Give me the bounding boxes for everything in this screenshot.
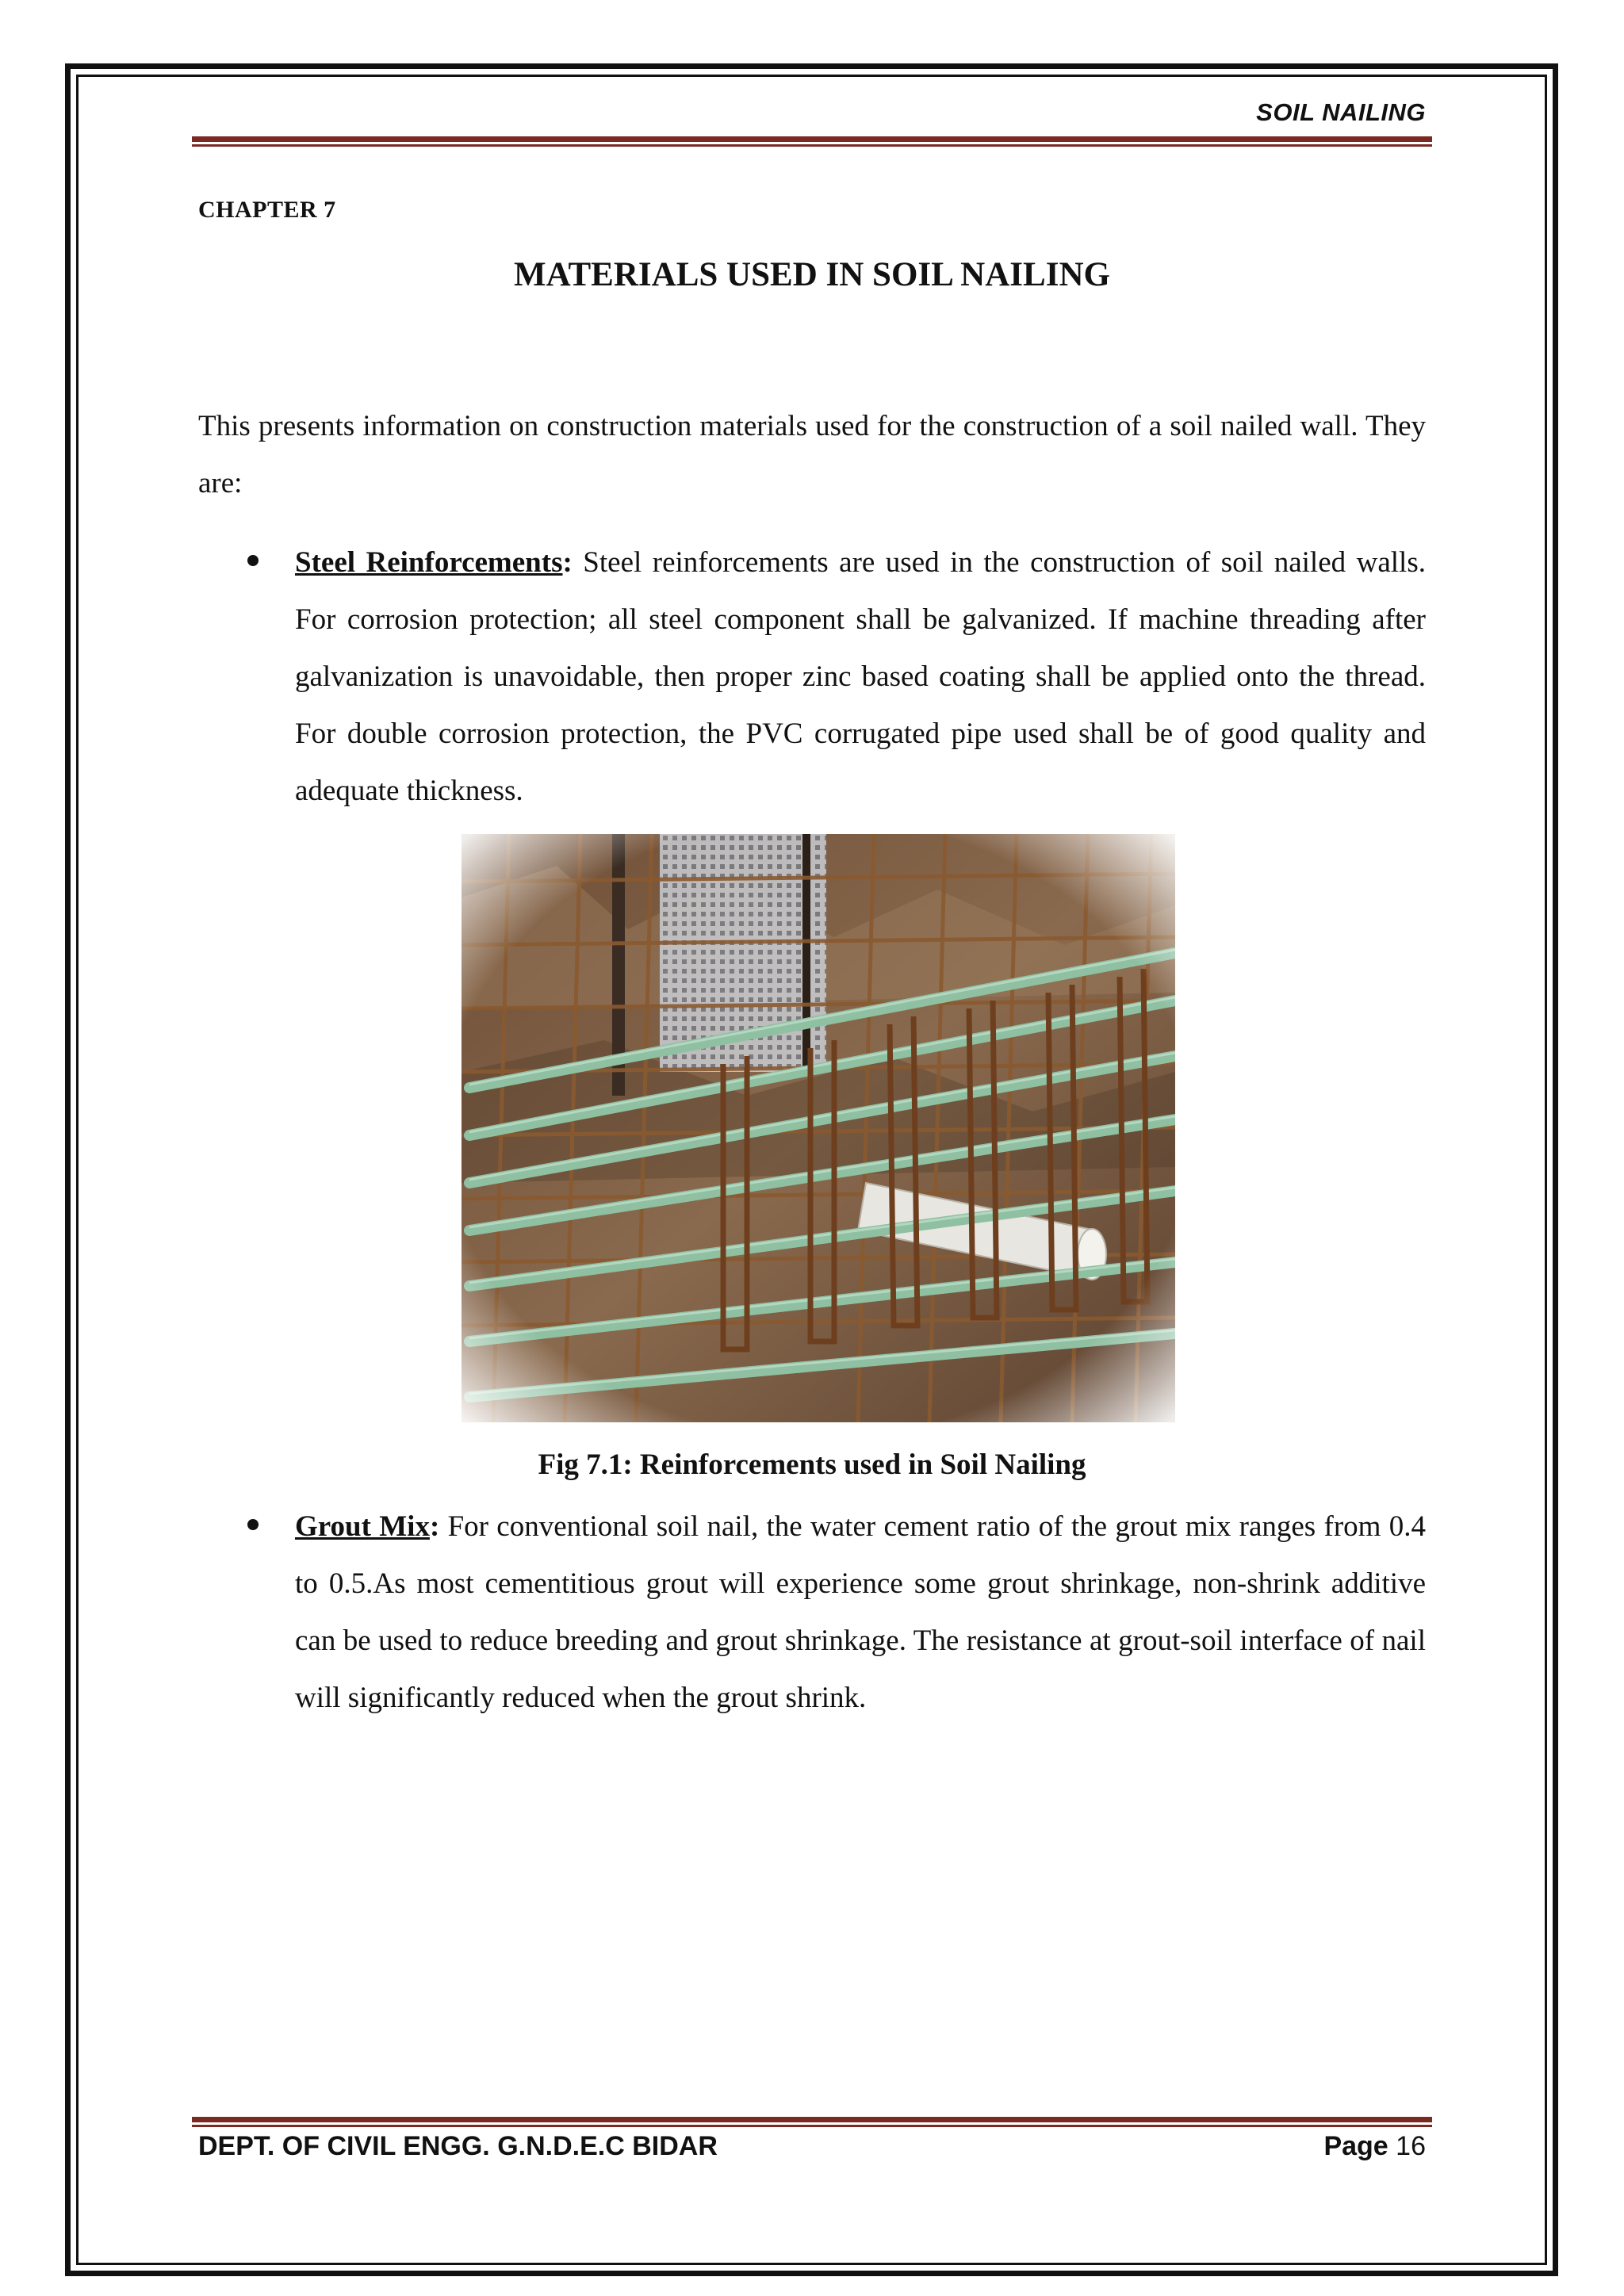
- list-item-term: Steel Reinforcements: [295, 546, 563, 579]
- header-rule: [192, 136, 1432, 147]
- footer-rule: [192, 2117, 1432, 2127]
- list-item-steel-reinforcements: [198, 534, 1426, 820]
- page-number: [1323, 2131, 1426, 2162]
- footer-department: DEPT. OF CIVIL ENGG. G.N.D.E.C BIDAR: [198, 2131, 718, 2161]
- bullet-icon: [247, 555, 259, 566]
- page-number-value: 16: [1396, 2131, 1426, 2161]
- chapter-title: MATERIALS USED IN SOIL NAILING: [514, 256, 1110, 293]
- page-label: Page: [1323, 2131, 1388, 2161]
- reinforcement-photo: [462, 834, 1175, 1422]
- running-header-title: SOIL NAILING: [1256, 98, 1426, 126]
- list-item-text: Steel Reinforcements: Steel reinforcements are used in the construction of soil nailed walls. For corrosion protection; all steel component shall be galvanized. If machine threading after galvanization is unavoidable, then proper zinc based coating shall be applied onto the thread. For double corrosion protection, the PVC corrugated pipe used shall be of good quality and adequate thickness.: [295, 546, 1426, 807]
- list-item-body: Steel reinforcements are used in the construction of soil nailed walls. For corrosion protection; all steel component shall be galvanized. If machine threading after galvanization is unavoidable, then proper zinc based coating shall be applied onto the thread. For double corrosion protection, the PVC corrugated pipe used shall be of good quality and adequate thickness.: [295, 546, 1426, 807]
- list-item-body: For conventional soil nail, the water cement ratio of the grout mix ranges from 0.4 to 0.5.As most cementitious grout will experience some grout shrinkage, non-shrink additive can be used to reduce breeding and grout shrinkage. The resistance at grout-soil interface of nail will significantly reduced when the grout shrink.: [295, 1510, 1426, 1714]
- list-item-text: Grout Mix: For conventional soil nail, the water cement ratio of the grout mix ranges from 0.4 to 0.5.As most cementitious grout will experience some grout shrinkage, non-shrink additive can be used to reduce breeding and grout shrinkage. The resistance at grout-soil interface of nail will significantly reduced when the grout shrink.: [295, 1510, 1426, 1714]
- list-item-grout-mix: [198, 1498, 1426, 1727]
- figure-caption: Fig 7.1: Reinforcements used in Soil Nailing: [538, 1448, 1086, 1481]
- intro-paragraph: This presents information on construction materials used for the construction of a soil nailed wall. They are:: [198, 410, 1426, 499]
- chapter-label: CHAPTER 7: [198, 197, 336, 223]
- list-item-term: Grout Mix: [295, 1510, 430, 1543]
- bullet-icon: [247, 1519, 259, 1530]
